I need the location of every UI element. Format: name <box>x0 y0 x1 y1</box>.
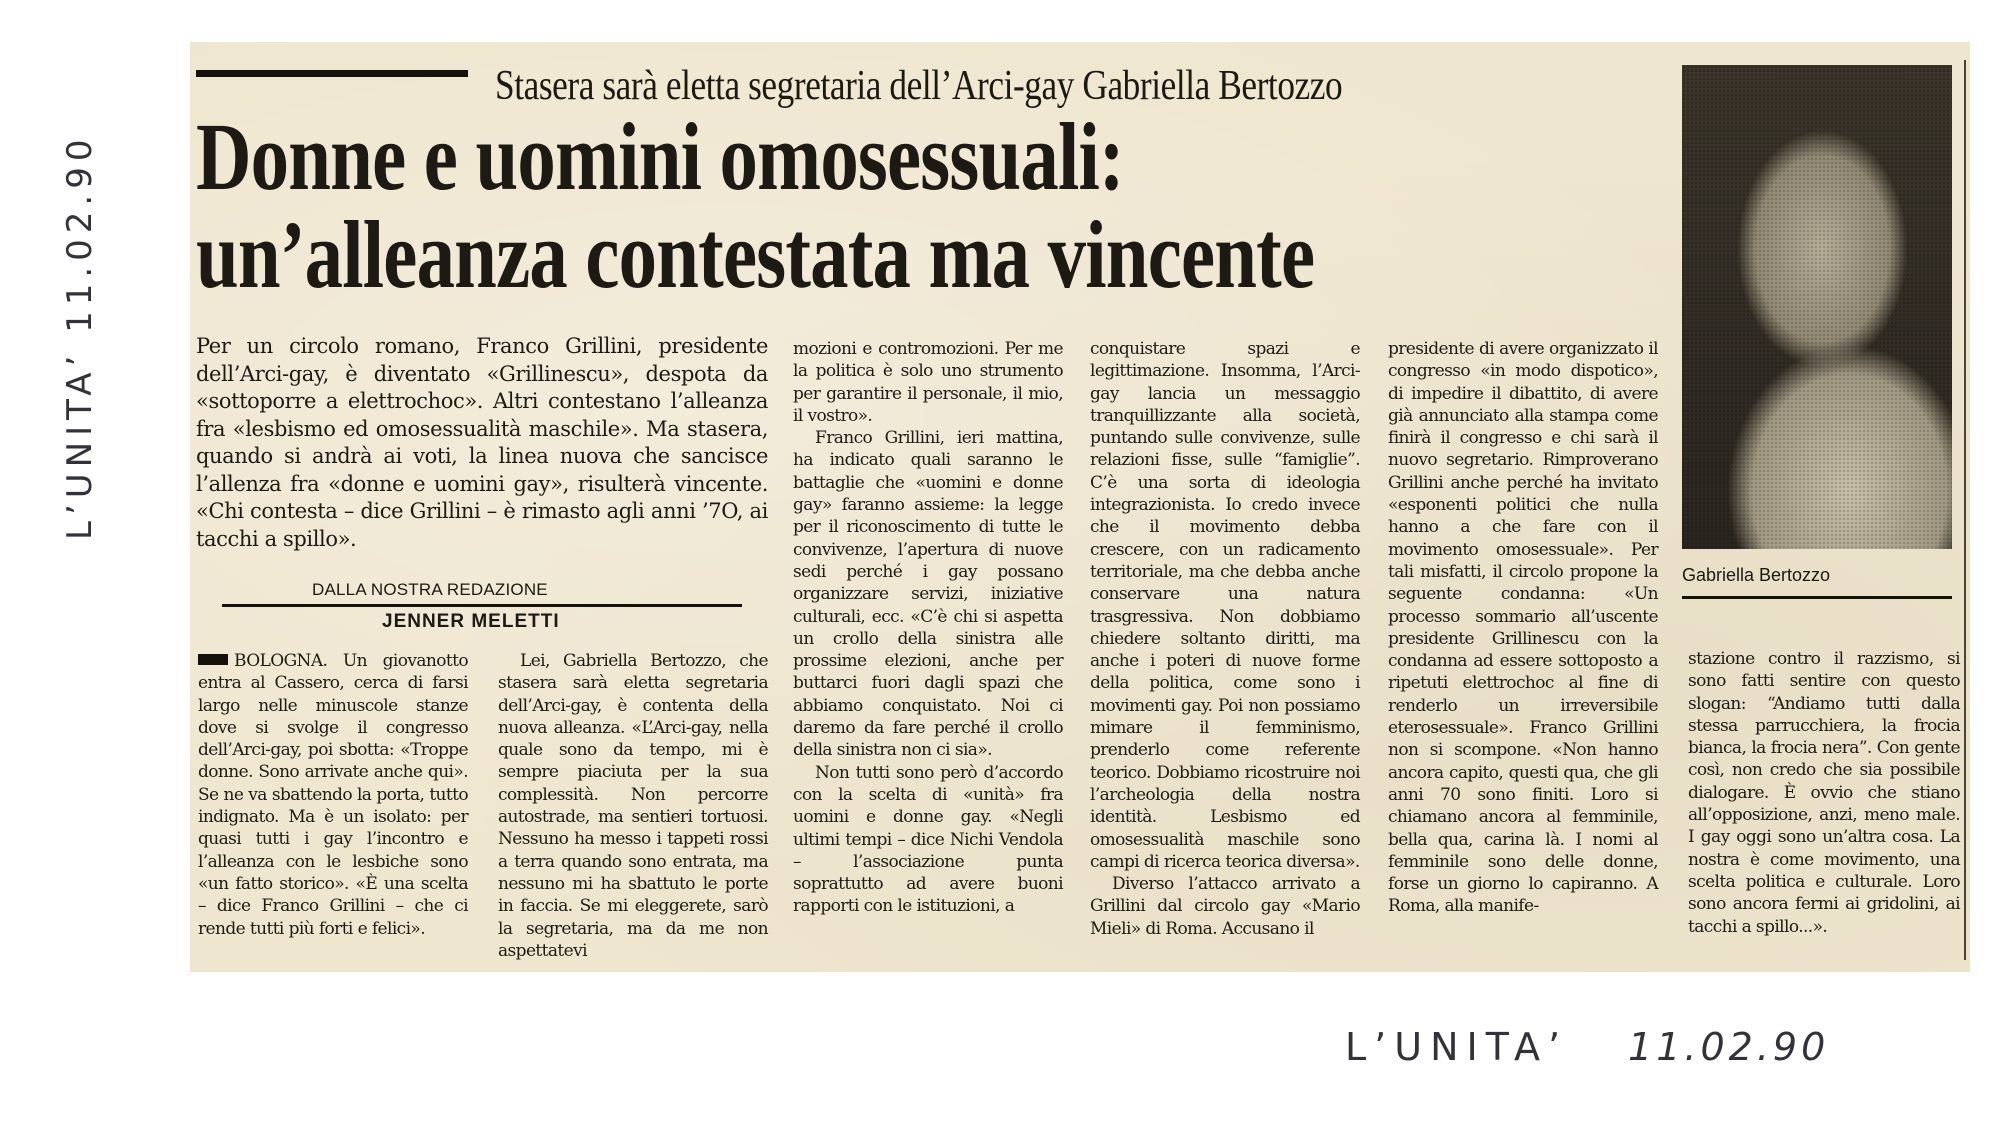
paragraph: BOLOGNA. Un giovanotto entra al Cassero, cerca di farsi largo nelle minuscole stanze dove si svolge il congresso dell’Arci-gay, poi sbotta: «Troppe donne. Sono arrivate anche qui». Se ne va sbattendo la porta, tutto indignato. Ma è un isolato: per quasi tutti i gay l’incontro e l’alleanza con le lesbiche sono «un fatto storico». «È una scelta – dice Franco Grillini – che ci rende tutti più forti e felici». <box>198 651 468 939</box>
paragraph: Franco Grillini, ieri mattina, ha indicato quali saranno le battaglie che «uomini e donne gay» faranno assieme: la legge per il riconoscimento di tutte le convivenze, l’apertura di nuove sedi perché i gay possano organizzare servizi, iniziative culturali, ecc. «C’è chi si aspetta un crollo della sinistra alle prossime elezioni, anche per buttarci fuori dagli spazi che abbiamo conquistato. Noi ci daremo da fare perché il crollo della sinistra non ci sia». <box>793 428 1063 761</box>
article-column-2 <box>498 650 768 962</box>
handwritten-paper-name: L’UNITA’ <box>1345 1025 1569 1069</box>
paragraph: Lei, Gabriella Bertozzo, che stasera sarà eletta segretaria dell’Arci-gay, è contenta della nuova alleanza. «L’Arci-gay, nella quale sono da tempo, mi è sempre piaciuta per la sua complessità. Non percorre autostrade, ma sentieri tortuosi. Nessuno ha messo i tappeti rossi a terra quando sono entrata, ma nessuno mi ha sbattuto le porte in faccia. Se mi eleggerete, sarò la segretaria, ma da me non aspettatevi <box>498 651 768 961</box>
article-lead: Per un circolo romano, Franco Grillini, presidente dell’Arci-gay, è diventato «Grillinescu», despota da «sottoporre a elettrochoc». Altri contestano l’alleanza fra «lesbismo ed omosessualità maschile». Ma stasera, quando si andrà ai voti, la linea nuova che sancisce l’allenza fra «donne e uomini gay», risulterà vincente. «Chi contesta – dice Grillini – è rimasto agli anni ’7O, ai tacchi a spillo». <box>196 334 768 551</box>
paragraph: Diverso l’attacco arrivato a Grillini dal circolo gay «Mario Mieli» di Roma. Accusano il <box>1090 874 1360 939</box>
handwritten-source-note <box>1345 1025 1829 1069</box>
kicker-rule <box>196 70 468 77</box>
handwritten-date: 11.02.90 <box>1628 1025 1830 1069</box>
paragraph: presidente di avere organizzato il congresso «in modo dispotico», di impedire il dibattito, di avere già annunciato alla stampa come finirà il congresso e chi sarà il nuovo segretario. Rimproverano Grillini anche perché ha invitato «esponenti politici che nulla hanno a che fare con il movimento omosessuale». Per tali misfatti, il circolo propone la seguente condanna: «Un processo sommario all’uscente presidente Grillinescu con la condanna ad essere sottoposto a ripetuti elettrochoc al fine di renderlo un irreversibile eterosessuale». Franco Grillini non si scompone. «Non hanno ancora capito, questi qua, che gli anni 70 sono finiti. Loro si chiamano ancora al femminile, bella qua, carina là. I nomi al femminile sono delle donne, forse un giorno lo capiranno. A Roma, alla manife- <box>1388 339 1658 917</box>
paragraph: mozioni e contromozioni. Per me la politica è solo uno strumento per garantire il personale, il mio, il vostro». <box>793 339 1063 426</box>
paragraph: Non tutti sono però d’accordo con la scelta di «unità» fra uomini e donne gay. «Negli ultimi tempi – dice Nichi Vendola – l’associazione punta soprattutto ad avere buoni rapporti con le istituzioni, a <box>793 762 1063 917</box>
article-column-4 <box>1090 338 1360 940</box>
byline-rule <box>222 604 742 607</box>
article-column-6 <box>1688 648 1960 938</box>
author-name: JENNER MELETTI <box>382 611 560 632</box>
article-headline <box>196 103 1315 308</box>
dateline-square-icon <box>198 654 228 665</box>
article-kicker: Stasera sarà eletta segretaria dell’Arci-gay Gabriella Bertozzo <box>495 63 1343 109</box>
paragraph: conquistare spazi e legittimazione. Insomma, l’Arci-gay lancia un messaggio tranquillizzante alla società, puntando sulle convivenze, sulle relazioni fisse, sulle “famiglie”. C’è una sorta di ideologia integrazionista. Io credo invece che il movimento debba crescere, con un radicamento territoriale, ma che debba anche conservare una natura trasgressiva. Non dobbiamo chiedere soltanto diritti, ma anche i poteri di nuove forme della politica, come sono i movimenti gay. Poi non possiamo mimare il femminismo, prenderlo come referente teorico. Dobbiamo ricostruire noi l’archeologia della nostra identità. Lesbismo ed omosessualità maschile sono campi di ricerca teorica diversa». <box>1090 339 1360 872</box>
headline-line-2: un’alleanza contestata ma vincente <box>196 201 1315 308</box>
photo-caption: Gabriella Bertozzo <box>1682 565 1831 585</box>
byline <box>222 580 742 633</box>
article-column-3 <box>793 338 1063 918</box>
halftone-texture <box>1682 65 1952 549</box>
paragraph: stazione contro il razzismo, si sono fatti sentire con questo slogan: “Andiamo tutti dalla stessa parrucchiera, la frocia bianca, la frocia nera”. Con gente così, non credo che sia possibile dialogare. È ovvio che stiano all’opposizione, anzi, meno male. I gay oggi sono un’altra cosa. La nostra è come movimento, una scelta politica e culturale. Loro sono ancora fermi ai gridolini, ai tacchi a spillo...». <box>1688 649 1960 937</box>
clipping-edge-rule <box>1964 60 1966 960</box>
caption-rule <box>1682 596 1952 599</box>
handwritten-source-note-vertical: L’UNITA’ 11.02.90 <box>60 133 100 540</box>
article-column-1 <box>198 650 468 940</box>
article-column-5 <box>1388 338 1658 918</box>
headline-line-1: Donne e uomini omosessuali: <box>196 103 1124 210</box>
portrait-photo <box>1682 65 1952 549</box>
dateline: DALLA NOSTRA REDAZIONE <box>312 580 548 599</box>
